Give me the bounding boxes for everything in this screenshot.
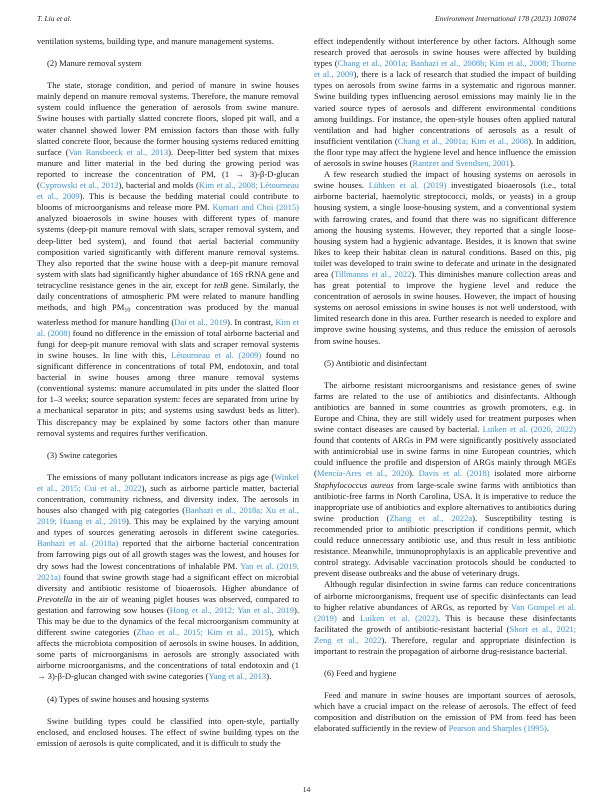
text-segment: ). Deep-litter bed system that mixes manure and litter material in the bed during the growing period was reported to increase the concentration of PM, (1 → 3)-β-D-glucan ( (37, 146, 299, 191)
running-head-journal: Environment International 178 (2023) 108074 (434, 14, 576, 23)
citation-link[interactable]: Kim et al., 2008; Létourneau et al., 2009 (37, 180, 299, 202)
text-segment: ). (266, 671, 272, 682)
text-segment: ), which affects the microbiota composition of aerosols in swine houses. In addition, some parts of microorganisms in aerosols are strongly associated with airborne microorganisms, and the concentrations of total endotoxin and (1 → 3)-β-D-glucan changed with swine categories ( (37, 627, 299, 682)
paragraph (37, 472, 299, 683)
section-heading (314, 358, 576, 369)
citation-link[interactable]: Hong et al., 2012; Yan et al., 2019 (169, 604, 295, 615)
text-segment: 10 (124, 307, 131, 314)
text-segment: ). Therefore, regular and appropriate disinfection is important to restrain the propagation of airborne drug-resistance bacterial. (314, 634, 576, 656)
section-heading (37, 450, 299, 461)
left-column (37, 36, 299, 749)
citation-link[interactable]: Cyprowski et al., 2012 (39, 180, 119, 191)
text-segment: (5) Antibiotic and disinfectant (324, 357, 427, 368)
paragraph (314, 36, 576, 169)
paragraph (37, 80, 299, 439)
citation-link[interactable]: Zhao et al., 2015; Kim et al., 2015 (136, 627, 269, 638)
text-segment: ). This may be due to the dynamics of the fecal microorganism community at different swine categories ( (37, 604, 299, 638)
text-segment: in the air of weaning piglet houses was observed, compared to gestation and farrowing sow houses ( (37, 593, 299, 615)
citation-link[interactable]: Chang et al., 2001a; Kim et al., 2008 (397, 135, 529, 146)
text-segment: (4) Types of swine houses and housing systems (47, 693, 209, 704)
text-segment: ). This may be explained by the varying amount and types of sources generating aerosols in different swine categories. (37, 516, 299, 538)
citation-link[interactable]: Short et al., 2021; Zeng et al., 2022 (314, 623, 576, 645)
citation-link[interactable]: Kumari and Choi (2015) (212, 202, 299, 213)
paragraph (314, 690, 576, 734)
citation-link[interactable]: Van Ransbeeck et al., 2013 (68, 146, 169, 157)
text-segment: reported that the airborne bacterial concentration from farrowing pigs out of all growth stages was the lowest, and houses for dry sows had the lowest concentrations of inhalable PM. (37, 538, 299, 571)
text-segment: gene. Similarly, the daily concentrations of atmospheric PM were related to manure handling methods, and high PM (37, 279, 299, 313)
text-segment: ventilation systems, building type, and manure management systems. (37, 36, 274, 46)
citation-link[interactable]: Banhazi et al., 2018a; Xu et al., 2019; Huang et al., 2019 (37, 505, 300, 527)
text-segment: tetB (214, 279, 228, 290)
text-segment: effect independently without interference by other factors. Although some research proved that aerosols in swine houses were affected by building types ( (314, 36, 576, 69)
citation-link[interactable]: Davis et al. (2018) (418, 468, 490, 479)
text-segment: ). In addition, the floor type may affect the hygiene level and hence influence the emission of aerosols in swine houses ( (314, 135, 576, 169)
page-number: 14 (302, 785, 311, 794)
text-segment: isolated more airborne (489, 468, 577, 479)
citation-link[interactable]: Mencía-Ares et al., 2020 (316, 468, 409, 479)
citation-link[interactable]: Rantzer and Svendsen, 2001 (412, 158, 510, 169)
citation-link[interactable]: Létourneau et al. (2009) (171, 349, 262, 360)
right-column (314, 36, 576, 749)
paragraph (314, 380, 576, 580)
text-segment: The airborne resistant microorganisms and resistance genes of swine farms are related to the use of antibiotics and disinfectants. Although antibiotics are banned in some countries as growth promoters, e.g. in Europe and China, they are still widely used for treatment purposes when swine contact diseases are caused by bacterial. (314, 379, 576, 435)
text-segment: concentration was produced by the manual waterless method for manure handling ( (37, 302, 299, 327)
text-segment: from large-scale swine farms with antibiotics than antibiotic-free farms in North Carolina, USA. It is imperative to reduce the inappropriate use of antibiotics and explore alternatives to antibiotics during swine production ( (314, 479, 577, 523)
text-segment: found no difference in the emission of total airborne bacterial and fungi for deep-pit manure removal with slats and scraper removal systems in swine houses. In line with this, (37, 327, 299, 360)
citation-link[interactable]: Winkel et al., 2015; Cui et al., 2022 (37, 471, 299, 493)
text-segment: ). This is because the bedding material could contribute to blooms of microorganisms and release more PM. (37, 191, 300, 213)
citation-link[interactable]: Yan et al. (2019, 2021a) (37, 560, 299, 582)
text-segment: ). Susceptibility testing is recommended prior to antibiotic prescription if conditions permit, which could reduce unnecessary antibiotic use, and thus result in less antibiotic resistance. Meanwhile, immunoprophylaxis is an applicable preventive and control strategy. Advisable vaccination protocols should be conducted to prevent disease outbreaks and the abuse of veterinary drugs. (314, 512, 576, 579)
paragraph (37, 716, 299, 749)
text-segment: ), there is a lack of research that studied the impact of building types on aerosols from swine farms in a systematic and rigorous manner. Swine building types influencing aerosol emissions may mainly lie in the varied source types of aerosols and different environmental conditions among buildings. For instance, the open-style houses often applied natural ventilation and had higher concentrations of aerosols as a result of insufficient ventilation ( (314, 69, 576, 146)
section-heading (314, 668, 576, 679)
citation-link[interactable]: Van Gompel et al. (2019) (314, 601, 576, 623)
citation-link[interactable]: Luiken et al. (2022) (360, 612, 438, 623)
citation-link[interactable]: Zhang et al., 2022a (389, 512, 473, 523)
citation-link[interactable]: Luiken et al. (2020, 2022) (482, 424, 576, 435)
text-segment: found that swine growth stage had a significant effect on microbial diversity and antibiotic resistome of bioaerosols. Higher abundance of (37, 571, 299, 593)
text-segment: Swine building types could be classified into open-style, partially enclosed, and enclosed houses. The effect of swine building types on the emission of aerosols is quite complicated, and it is difficult to study the (37, 715, 299, 748)
text-segment: found no significant difference in concentrations of total PM, endotoxin, and total bacterial in swine houses among three manure removal systems (conventional systems: manure accumulated in pits under the slatted floor for 1–3 weeks; source separation system: feces are separated from urine by a mechanical separator in pits; and systems using sawdust beds as litter). This discrepancy may be explained by some factors other than manure removal systems and requires further verification. (37, 349, 299, 438)
text-segment: ). (408, 468, 419, 479)
section-heading (37, 694, 299, 705)
text-segment: investigated bioaerosols (i.e., total airborne bacterial, haemolytic streptococci, molds, or yeasts) in a group housing system, a single loose-housing system, and a conventional system with farrowing crates, and found that there was no significant difference among the housing systems. However, they reported that a single loose-housing system had a hygienic advantage. Besides, it is known that swine likes to keep their habitat clean in natural conditions. Based on this, pig toilet was developed to train swine to defecate and urinate in the designated area ( (314, 180, 576, 279)
paragraph (37, 36, 299, 47)
text-segment: Prevotella (37, 593, 73, 604)
two-column-body (37, 36, 576, 749)
text-segment: (6) Feed and hygiene (324, 668, 397, 679)
text-segment: ). In contrast, (227, 316, 276, 327)
text-segment: . This is because these disinfectants facilitated the growth of antibiotic-resistant bacterial ( (314, 612, 576, 634)
citation-link[interactable]: Yang et al., 2013 (208, 671, 267, 682)
paragraph (314, 579, 576, 657)
text-segment: and (336, 612, 361, 623)
citation-link[interactable]: Chang et al., 2001a; Banhazi et al., 2008b; Kim et al., 2008; Thorne et al., 2009 (314, 58, 576, 80)
text-segment: The emissions of many pollutant indicators increase as pigs age ( (47, 471, 275, 482)
text-segment: ), bacterial and molds ( (118, 180, 199, 191)
text-segment: ). This diminishes manure collection areas and has great potential to improve the hygiene level and reduce the concentration of aerosols in swine houses. However, the impact of housing systems on aerosol emissions in swine houses is not well understood, with limited research done in this area. Further research is needed to explore and improve swine housing systems, and thus reduce the emission of aerosols from swine houses. (314, 268, 576, 346)
paragraph (314, 169, 576, 347)
citation-link[interactable]: Banhazi et al. (2018a) (37, 538, 119, 549)
running-head-author: T. Liu et al. (37, 14, 72, 23)
text-segment: Although regular disinfection in swine farms can reduce concentrations of airborne microorganisms, frequent use of specific disinfectants can lead to higher relative abundances of ARGs, as reported by (314, 579, 576, 612)
running-head (37, 14, 576, 23)
text-segment: Staphylococcus aureus (314, 479, 394, 490)
citation-link[interactable]: Pearson and Sharples (1995) (448, 723, 547, 734)
text-segment: analyzed bioaerosols in swine houses with different types of manure systems (deep-pit manure removal with slats, scraper removal system, and deep-litter bed system), and found that aerial bacterial community composition varied significantly with different manure removal systems. They also reported that the swine house with a deep-pit manure removal system with slats had significantly higher abundance of 16S rRNA gene and tetracycline resistance genes in the air, except for (37, 213, 299, 290)
citation-link[interactable]: Lühken et al. (2019) (368, 180, 447, 191)
text-segment: The state, storage condition, and period of manure in swine houses mainly depend on manure removal systems. Therefore, the manure removal system could influence the generation of aerosols from swine manure. Swine houses with partially slatted concrete floors, sloped pit wall, and a water channel showed lower PM emission factors than those with fully slatted concrete floor, because the former housing systems reduced emitting surface ( (37, 80, 299, 157)
text-segment: ). (509, 158, 515, 169)
section-heading (37, 58, 299, 69)
text-segment: Feed and manure in swine houses are important sources of aerosols, which have a crucial impact on the release of aerosols. The effect of feed composition and distribution on the emission of PM from feed has been elaborated sufficiently in the review of (314, 690, 576, 734)
text-segment: (2) Manure removal system (47, 58, 142, 69)
citation-link[interactable]: Dai et al., 2019 (174, 316, 228, 327)
citation-link[interactable]: Kim et al. (2008) (37, 316, 299, 338)
text-segment: (3) Swine categories (47, 449, 118, 460)
text-segment: found that contents of ARGs in PM were significantly positively associated with antimicrobial use in swine farms in nine European countries, which could influence the profile and dispersion of ARGs mainly through MGEs ( (314, 435, 576, 479)
citation-link[interactable]: Tillmanns et al., 2022 (334, 268, 412, 279)
text-segment: . (546, 723, 549, 734)
text-segment: ), such as airborne particle matter, bacterial concentration, community richness, and diversity index. The aerosols in houses also changed with pig categories ( (37, 482, 299, 516)
text-segment: A few research studied the impact of housing systems on aerosols in swine houses. (314, 169, 576, 191)
